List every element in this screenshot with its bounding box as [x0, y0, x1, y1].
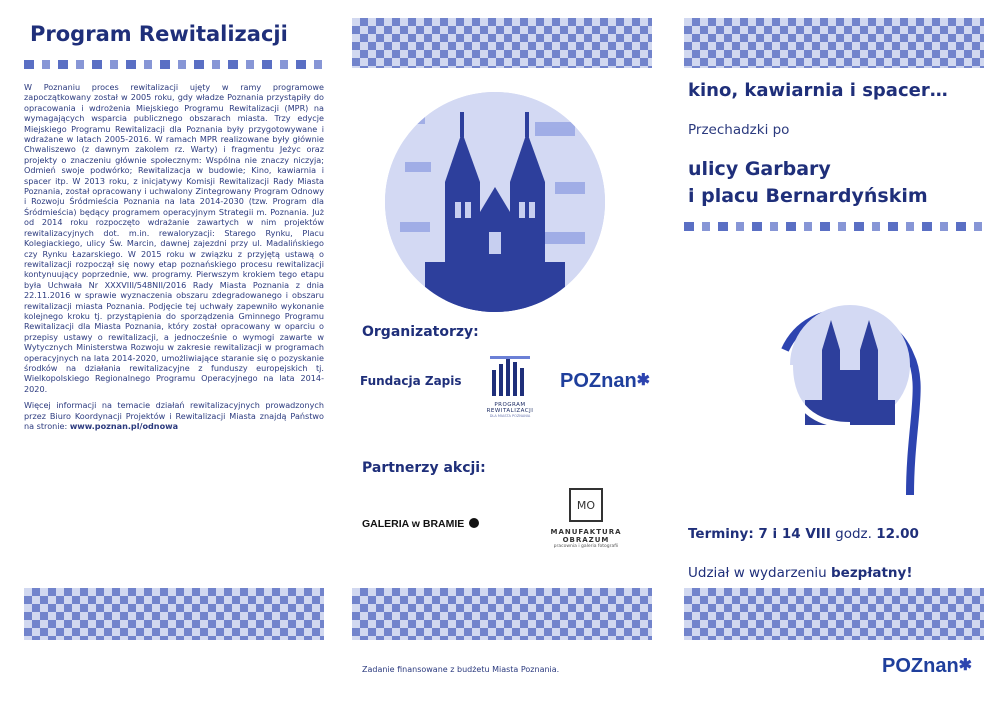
partner-manufaktura-obrazum: [536, 488, 636, 549]
location-pin-icon: [750, 275, 930, 505]
decor-pattern-middle-bottom: [352, 588, 652, 640]
asterisk-icon: ✱: [958, 657, 973, 674]
poznan-logo-middle: [560, 370, 650, 393]
org-fundacja-zapis: Fundacja Zapis: [360, 374, 462, 388]
event-title-line1: ulicy Garbary: [688, 158, 831, 180]
left-body: [24, 82, 324, 437]
event-time: 12.00: [876, 526, 919, 542]
free-word: bezpłatny!: [831, 565, 913, 581]
decor-pattern-left-bottom: [24, 588, 324, 640]
poznan-logo-right-text: POZnan: [882, 655, 959, 677]
organizers-heading: Organizatorzy:: [362, 324, 479, 340]
asterisk-icon: ✱: [636, 372, 651, 389]
left-title: Program Rewitalizacji: [30, 22, 288, 46]
pin-graphic: [750, 275, 930, 505]
poznan-logo-middle-text: POZnan: [560, 370, 637, 392]
odnowa-link[interactable]: www.poznan.pl/odnowa: [69, 421, 179, 431]
free-prefix: Udział w wydarzeniu: [688, 565, 831, 581]
decor-pattern-right-bottom: [684, 588, 984, 640]
event-heading: kino, kawiarnia i spacer…: [688, 80, 948, 101]
galeria-logo-icon: [469, 518, 479, 528]
decor-pattern-middle-top: [352, 18, 652, 68]
paragraph-more-info: [24, 400, 324, 431]
decor-pattern-right-top: [684, 18, 984, 68]
free-entry: [688, 565, 912, 581]
manufaktura-logo-mark: MO: [569, 488, 603, 522]
event-title: [688, 156, 928, 210]
decor-strip-left-top: [24, 60, 324, 69]
event-title-line2: i placu Bernardyńskim: [688, 185, 928, 207]
partners-heading: Partnerzy akcji:: [362, 460, 486, 476]
more-info-text: Więcej informacji na temacie działań rewitalizacyjnych prowadzonych przez Biuro Koordynacji Projektów i Rewitalizacji Miasta znajdą Państwo na stronie:: [24, 400, 324, 431]
partner-galeria-w-bramie: [362, 518, 479, 530]
left-panel: [30, 22, 330, 46]
paragraph-history: W Poznaniu proces rewitalizacji ujęty w ramy programowe zapoczątkowany został w 2005 roku, gdy władze Poznania przystąpiły do opracowania i wdrożenia Miejskiego Programu Rewitalizacji (MPR) na wymagających wsparcia publicznego obszarach miasta. Trzy edycje Miejskiego Programu Rewitalizacji dla Poznania były przygotowywane i wdrażane w latach 2005-2016. W ramach MPR realizowane były głównie Chwaliszewo (z dawnym zakolem rz. Warty) i fragmentu Jeżyc oraz projekty o znaczeniu głównie społecznym: Wspólna nie znaczy niczyja; Odmień swoje podwórko; Rewitalizacja w budowie; Kino, kawiarnia i spacer itp. W 2013 roku, z inicjatywy Komisji Rewitalizacji Rady Miasta Poznania, został opracowany i uchwalony Zintegrowany Program Odnowy i Rozwoju Śródmieścia Poznania na lata 2014-2030 (tzw. Program dla Śródmieścia) będący programem operacyjnym Strategii m. Poznania. Już od 2014 roku rozpoczęto wdrażanie zawartych w nim projektów rewitalizacyjnych dot. m.in. rewaloryzacji: Starego Rynku, Placu Kolegiackiego, ulicy Św. Marcin, dawnej zajezdni przy ul. Madalińskiego czy Rynku Łazarskiego. W 2015 roku w związku z przyjętą ustawą o rewitalizacji rozpoczął się nowy etap poznańskiego procesu rewitalizacji kontynuujący poprzednie, ww. programy. Pierwszym krokiem tego etapu była Uchwała Nr XXXVIII/548NII/2016 Rady Miasta Poznania z dnia 22.11.2016 w sprawie wyznaczenia obszaru zdegradowanego i obszaru rewitalizacji miasta Poznania. Podjęcie tej uchwały zapewniło wykonanie kolejnego kroku tj. przystąpienia do sporządzenia Gminnego Programu Rewitalizacji dla Miasta Poznania, który został opracowany w oparciu o przepisy ustawy o rewitalizacji, a jednocześnie o wymogi zawarte w Wytycznych Ministerstwa Rozwoju w zakresie rewitalizacji w programach operacyjnych na lata 2014-2020, umożliwiające staranie się o pozyskanie środków na działania rewitalizacyjne z funduszy europejskich tj. Wielkopolskiego Regionalnego Programu Operacyjnego na lata 2014-2020.: [24, 82, 324, 394]
event-subheading: Przechadzki po: [688, 122, 790, 138]
manufaktura-line1: MANUFAKTURA: [550, 528, 622, 536]
funding-footer: Zadanie finansowane z budżetu Miasta Poznania.: [362, 665, 560, 674]
poznan-logo-right: [882, 655, 972, 678]
program-logo-line3: DLA MIASTA POZNANIA: [489, 414, 531, 418]
galeria-w-bramie-text: GALERIA w BRAMIE: [362, 518, 465, 530]
decor-strip-right: [684, 222, 984, 231]
manufaktura-line2: OBRAZUM: [562, 536, 610, 544]
program-logo-line1: PROGRAM: [494, 402, 526, 408]
time-label: godz.: [830, 526, 877, 542]
program-logo-icon: [490, 354, 530, 398]
program-rewitalizacji-logo: [470, 354, 550, 418]
church-photo-circle: [385, 92, 605, 312]
dates-label: Terminy: 7 i 14 VIII: [688, 526, 831, 542]
event-dates: [688, 526, 919, 542]
manufaktura-line3: pracownia i galeria fotografii: [553, 544, 619, 549]
church-illustration: [385, 92, 605, 312]
program-logo-line2: REWITALIZACJI: [486, 408, 534, 414]
